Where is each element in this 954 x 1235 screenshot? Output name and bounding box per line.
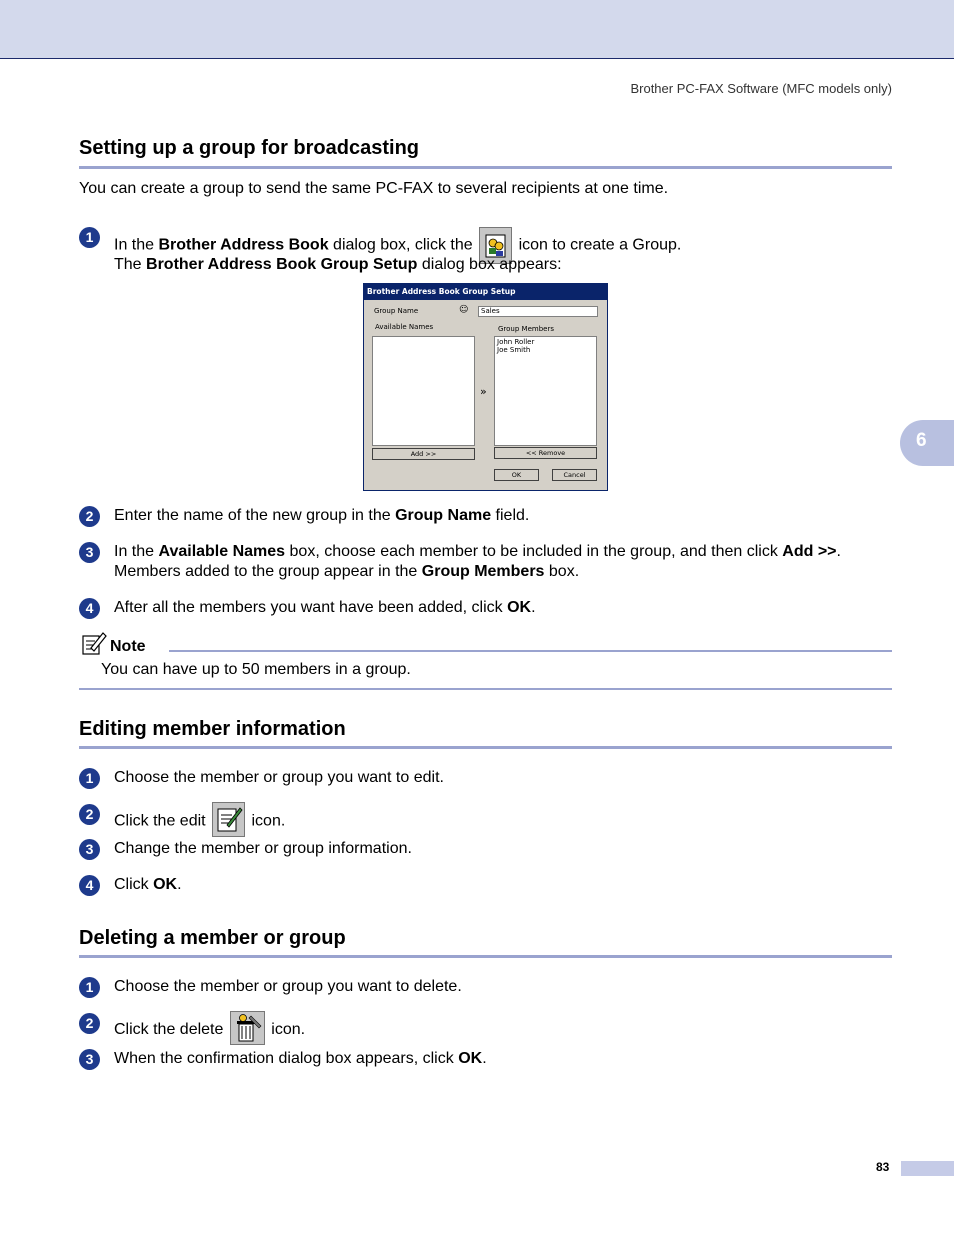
ok-button[interactable]: OK — [494, 469, 539, 481]
step-number: 1 — [79, 227, 100, 248]
note-divider — [169, 650, 892, 652]
group-name-input[interactable]: Sales — [478, 306, 598, 317]
group-members-list[interactable] — [494, 336, 597, 446]
step-number: 2 — [79, 1013, 100, 1034]
step-number: 3 — [79, 839, 100, 860]
step-number: 1 — [79, 768, 100, 789]
delete-icon[interactable] — [230, 1011, 265, 1045]
note-text: You can have up to 50 members in a group. — [101, 661, 411, 678]
step-number: 2 — [79, 804, 100, 825]
note-title: Note — [110, 638, 146, 655]
step-number: 2 — [79, 506, 100, 527]
running-header: Brother PC-FAX Software (MFC models only) — [630, 81, 892, 96]
add-button[interactable]: Add >> — [372, 448, 475, 460]
section-title-editing: Editing member information — [79, 718, 346, 740]
available-names-list[interactable] — [372, 336, 475, 446]
edit-icon[interactable] — [212, 802, 245, 837]
group-members-label: Group Members — [498, 325, 554, 333]
member-item[interactable]: Joe Smith — [497, 346, 531, 354]
chapter-tab — [900, 420, 954, 466]
section-title-deleting: Deleting a member or group — [79, 927, 346, 949]
section-rule — [79, 955, 892, 958]
member-item[interactable]: John Roller — [497, 338, 535, 346]
page-number-bar — [901, 1161, 954, 1176]
step-number: 4 — [79, 875, 100, 896]
move-arrow-icon: » — [480, 385, 487, 398]
group-setup-dialog — [363, 283, 608, 491]
dialog-title: Brother Address Book Group Setup — [364, 284, 607, 300]
note-pencil-icon — [81, 630, 107, 656]
section-title-broadcasting: Setting up a group for broadcasting — [79, 137, 419, 159]
note-bottom-rule — [79, 688, 892, 690]
section-rule — [79, 746, 892, 749]
step-number: 1 — [79, 977, 100, 998]
top-header-band — [0, 0, 954, 59]
step-number: 3 — [79, 1049, 100, 1070]
cancel-button[interactable]: Cancel — [552, 469, 597, 481]
section-rule — [79, 166, 892, 169]
intro-paragraph: You can create a group to send the same PC-FAX to several recipients at one time. — [79, 180, 669, 197]
remove-button[interactable]: << Remove — [494, 447, 597, 459]
page-number: 83 — [876, 1160, 890, 1174]
step-number: 4 — [79, 598, 100, 619]
available-names-label: Available Names — [375, 323, 434, 331]
group-small-icon: ☺ — [459, 305, 469, 315]
chapter-number: 6 — [916, 430, 927, 451]
group-name-label: Group Name — [374, 307, 419, 315]
step-number: 3 — [79, 542, 100, 563]
